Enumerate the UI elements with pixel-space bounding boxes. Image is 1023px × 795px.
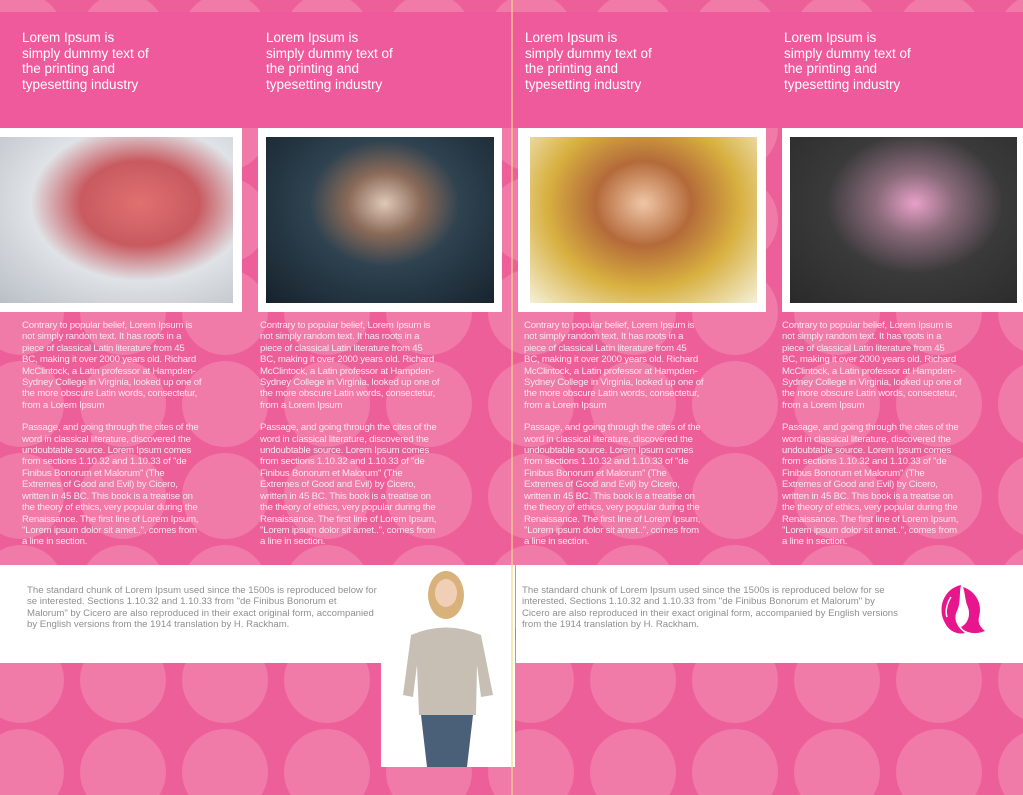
body-paragraph: Passage, and going through the cites of the word in classical literature, discovered the undoubtable source. Lorem Ipsum comes from sections 1.10.32 and 1.10.33 of "de Finibus Bonorum et Malorum" (The Extremes of Good and Evil) by Cicero, written in 45 BC. This book is a treatise on the theory of ethics, very popular during the Renaissance. The first line of Lorem Ipsum, "Lorem ipsum dolor sit amet..", comes from a line in section. bbox=[22, 422, 199, 548]
column-heading: Lorem Ipsum is simply dummy text of the printing and typesetting industry bbox=[266, 30, 393, 93]
body-paragraph: Passage, and going through the cites of the word in classical literature, discovered the undoubtable source. Lorem Ipsum comes from sections 1.10.32 and 1.10.33 of "de Finibus Bonorum et Malorum" (The Extremes of Good and Evil) by Cicero, written in 45 BC. This book is a treatise on the theory of ethics, very popular during the Renaissance. The first line of Lorem Ipsum, "Lorem ipsum dolor sit amet..", comes from a line in section. bbox=[782, 422, 959, 548]
body-paragraph: Contrary to popular belief, Lorem Ipsum is not simply random text. It has roots in a piece of classical Latin literature from 45 BC, making it over 2000 years old. Richard McClintock, a Latin professor at Hampden-Sydney College in Virginia, looked up one of the more obscure Latin words, consectetur, from a Lorem Ipsum bbox=[524, 320, 704, 411]
body-paragraph: Contrary to popular belief, Lorem Ipsum is not simply random text. It has roots in a piece of classical Latin literature from 45 BC, making it over 2000 years old. Richard McClintock, a Latin professor at Hampden-Sydney College in Virginia, looked up one of the more obscure Latin words, consectetur, from a Lorem Ipsum bbox=[22, 320, 202, 411]
body-paragraph: Passage, and going through the cites of the word in classical literature, discovered the undoubtable source. Lorem Ipsum comes from sections 1.10.32 and 1.10.33 of "de Finibus Bonorum et Malorum" (The Extremes of Good and Evil) by Cicero, written in 45 BC. This book is a treatise on the theory of ethics, very popular during the Renaissance. The first line of Lorem Ipsum, "Lorem ipsum dolor sit amet..", comes from a line in section. bbox=[524, 422, 701, 548]
photo-auburn-hair-woman bbox=[530, 137, 757, 303]
footer-text: The standard chunk of Lorem Ipsum used since the 1500s is reproduced below for se interested. Sections 1.10.32 and 1.10.33 from "de Finibus Bonorum et Malorum" by Cicero are also reproduced in their exact original form, accompanied by English versions from the 1914 translation by H. Rackham. bbox=[522, 585, 898, 630]
column-heading: Lorem Ipsum is simply dummy text of the printing and typesetting industry bbox=[525, 30, 652, 93]
body-paragraph: Passage, and going through the cites of the word in classical literature, discovered the undoubtable source. Lorem Ipsum comes from sections 1.10.32 and 1.10.33 of "de Finibus Bonorum et Malorum" (The Extremes of Good and Evil) by Cicero, written in 45 BC. This book is a treatise on the theory of ethics, very popular during the Renaissance. The first line of Lorem Ipsum, "Lorem ipsum dolor sit amet..", comes from a line in section. bbox=[260, 422, 437, 548]
column-body bbox=[524, 320, 704, 559]
body-paragraph: Contrary to popular belief, Lorem Ipsum is not simply random text. It has roots in a piece of classical Latin literature from 45 BC, making it over 2000 years old. Richard McClintock, a Latin professor at Hampden-Sydney College in Virginia, looked up one of the more obscure Latin words, consectetur, from a Lorem Ipsum bbox=[260, 320, 440, 411]
column-body bbox=[260, 320, 440, 559]
photo-red-hair-woman bbox=[0, 137, 233, 303]
column-heading: Lorem Ipsum is simply dummy text of the printing and typesetting industry bbox=[22, 30, 149, 93]
column-body bbox=[782, 320, 962, 559]
photo-model-sweater bbox=[381, 565, 515, 767]
fold-line bbox=[511, 0, 513, 795]
photo-pink-hair-woman bbox=[790, 137, 1017, 303]
photo-winter-hood-woman bbox=[266, 137, 494, 303]
hair-logo-icon bbox=[935, 583, 987, 642]
footer-text: The standard chunk of Lorem Ipsum used since the 1500s is reproduced below for se interested. Sections 1.10.32 and 1.10.33 from "de Finibus Bonorum et Malorum" by Cicero are also reproduced in their exact original form, accompanied by English versions from the 1914 translation by H. Rackham. bbox=[27, 585, 377, 630]
body-paragraph: Contrary to popular belief, Lorem Ipsum is not simply random text. It has roots in a piece of classical Latin literature from 45 BC, making it over 2000 years old. Richard McClintock, a Latin professor at Hampden-Sydney College in Virginia, looked up one of the more obscure Latin words, consectetur, from a Lorem Ipsum bbox=[782, 320, 962, 411]
column-heading: Lorem Ipsum is simply dummy text of the printing and typesetting industry bbox=[784, 30, 911, 93]
column-body bbox=[22, 320, 202, 559]
